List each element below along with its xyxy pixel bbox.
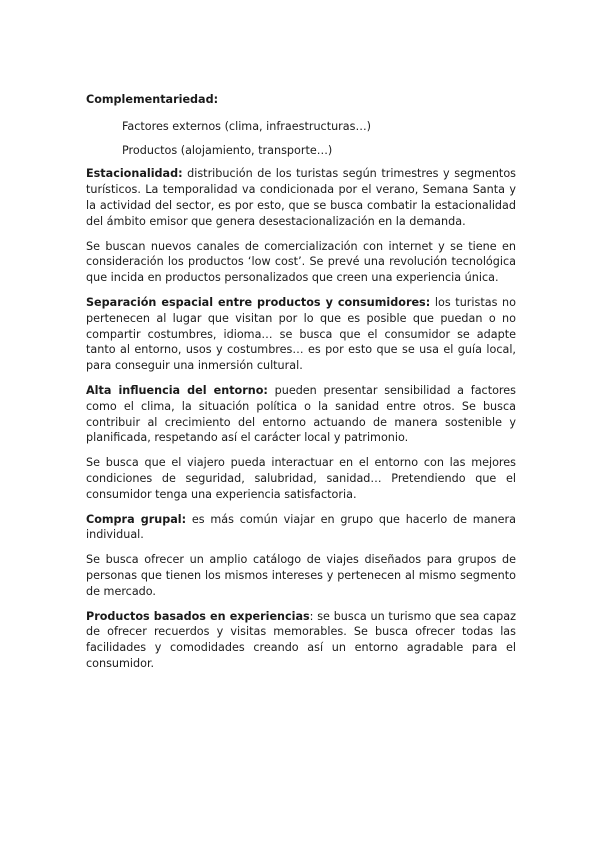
separacion-label: Separación espacial entre productos y consumidores:	[86, 295, 431, 309]
catalogo-paragraph: Se busca ofrecer un amplio catálogo de viajes diseñados para grupos de personas que tienen los mismos intereses y pertenecen al mismo segmento de mercado.	[86, 553, 516, 598]
compra-grupal-text: es más común viajar en grupo que hacerlo de manera individual.	[86, 512, 516, 542]
complementariedad-item: Factores externos (clima, infraestructuras…)	[122, 119, 372, 133]
compra-grupal-paragraph	[86, 512, 516, 544]
separacion-text: los turistas no pertenecen al lugar que visitan por lo que es posible que puedan o no compartir costumbres, idioma… se busca que el consumidor se adapte tanto al entorno, usos y costumbres… es por esto que se usa el guía local, para conseguir una inmersión cultural.	[86, 295, 516, 373]
productos-experiencias-label: Productos basados en experiencias	[86, 609, 310, 623]
separacion-paragraph	[86, 295, 516, 374]
document-body	[86, 92, 516, 681]
productos-experiencias-paragraph	[86, 609, 516, 672]
alta-influencia-label: Alta influencia del entorno:	[86, 383, 268, 397]
compra-grupal-label: Compra grupal:	[86, 512, 187, 526]
alta-influencia-text: pueden presentar sensibilidad a factores como el clima, la situación política o la sanidad entre otros. Se busca contribuir al crecimiento del entorno actuando de manera sostenible y planificada, respetando así el carácter local y patrimonio.	[86, 383, 517, 445]
estacionalidad-text: distribución de los turistas según trimestres y segmentos turísticos. La temporalidad va condicionada por el verano, Semana Santa y la actividad del sector, es por esto, que se busca combatir la estacionalidad del ámbito emisor que genera desestacionalización en la demanda.	[86, 167, 516, 228]
complementariedad-heading: Complementariedad:	[86, 93, 219, 106]
canales-paragraph: Se buscan nuevos canales de comercialización con internet y se tiene en consideración los productos ‘low cost’. Se prevé una revolución tecnológica que incida en productos personalizados que creen una experiencia única.	[86, 239, 516, 285]
estacionalidad-label: Estacionalidad:	[86, 167, 183, 181]
viajero-paragraph: Se busca que el viajero pueda interactuar en el entorno con las mejores condiciones de seguridad, salubridad, sanidad… Pretendiendo que el consumidor tenga una experiencia satisfactoria.	[86, 456, 516, 501]
estacionalidad-paragraph	[86, 166, 516, 229]
productos-experiencias-text: : se busca un turismo que sea capaz de ofrecer recuerdos y visitas memorables. Se busca ofrecer todas las facilidades y comodidades creando así un entorno agradable para el consumidor.	[86, 609, 516, 670]
complementariedad-item: Productos (alojamiento, transporte…)	[122, 143, 333, 157]
alta-influencia-paragraph	[86, 383, 516, 446]
